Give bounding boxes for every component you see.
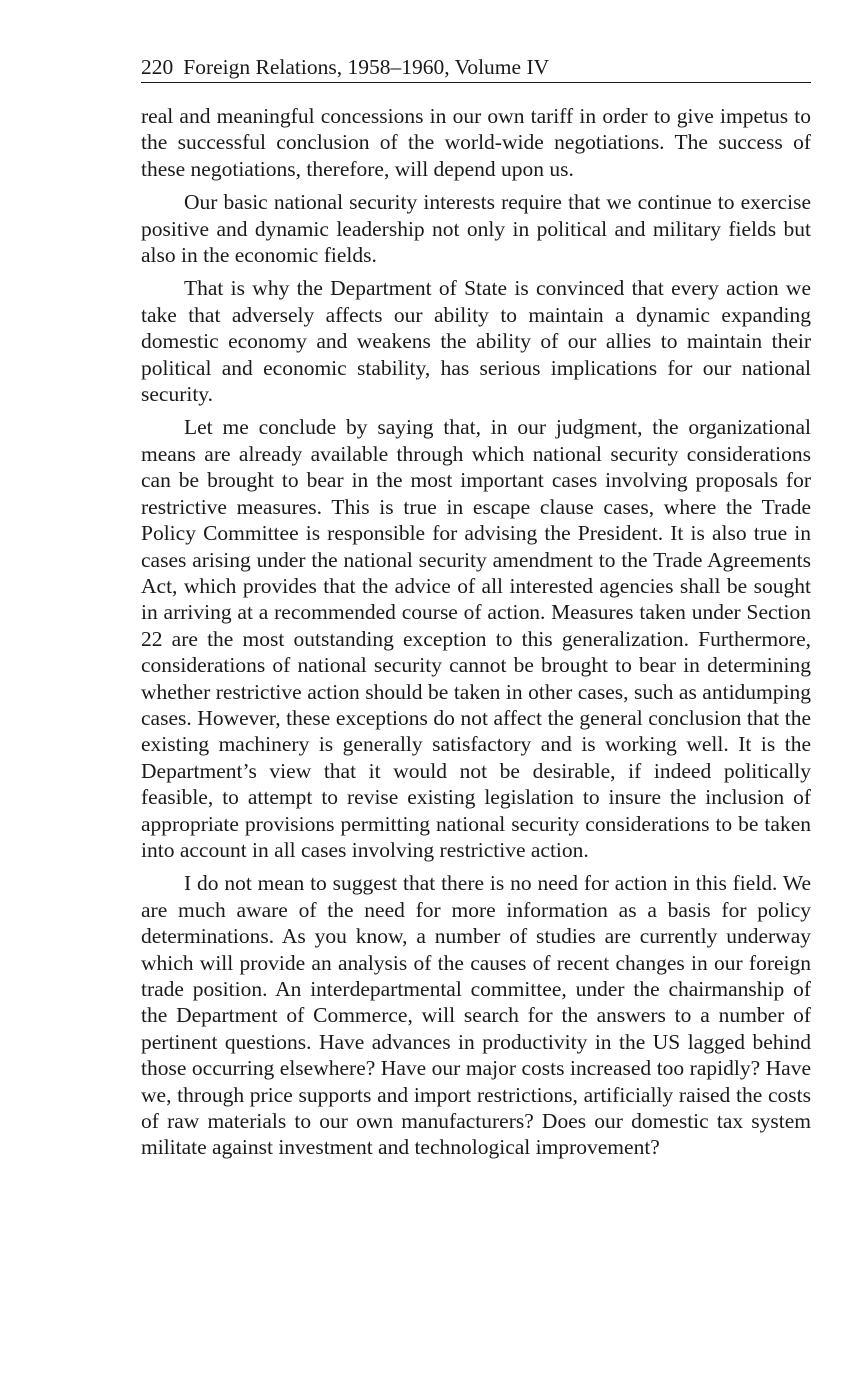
document-page — [141, 52, 811, 1168]
page-number: 220 — [141, 55, 174, 79]
paragraph-need-for-action: I do not mean to suggest that there is no need for action in this field. We are much aware of the need for more information as a basis for policy determinations. As you know, a number of studies are currently underway which will provide an analysis of the causes of recent changes in our foreign trade position. An interdepartmental committee, under the chairmanship of the Department of Commerce, will search for the answers to a number of pertinent questions. Have advances in productivity in the US lagged behind those occurring elsewhere? Have our major costs increased too rapidly? Have we, through price supports and import restrictions, artificially raised the costs of raw materials to our own manufacturers? Does our domestic tax system militate against investment and technological improvement? — [141, 871, 811, 1160]
running-header — [141, 52, 811, 83]
paragraph-conclusion: Let me conclude by saying that, in our judgment, the organizational means are already available through which national security considerations can be brought to bear in the most important cases involving proposals for restrictive measures. This is true in escape clause cases, where the Trade Policy Committee is responsible for advising the President. It is also true in cases arising under the national security amendment to the Trade Agreements Act, which provides that the advice of all interested agencies shall be sought in arriving at a recommended course of action. Measures taken under Section 22 are the most outstanding exception to this generalization. Furthermore, considerations of national security cannot be brought to bear in determining whether restrictive action should be taken in other cases, such as antidumping cases. However, these exceptions do not affect the general conclusion that the existing machinery is generally satisfactory and is working well. It is the Department’s view that it would not be desirable, if indeed politically feasible, to attempt to revise existing legislation to insure the inclusion of appropriate provisions permitting national security considerations to be taken into account in all cases involving restrictive action. — [141, 415, 811, 862]
paragraph-continued: real and meaningful concessions in our own tariff in order to give impetus to the successful conclusion of the world-wide negotiations. The success of these negotiations, therefore, will depend upon us. — [141, 104, 811, 181]
paragraph-security-interests: Our basic national security interests require that we continue to exercise positive and dynamic leadership not only in political and military fields but also in the economic fields. — [141, 190, 811, 268]
publication-title: Foreign Relations, 1958–1960, Volume IV — [183, 55, 550, 79]
paragraph-department-convinced: That is why the Department of State is convinced that every action we take that adversely affects our ability to maintain a dynamic expanding domestic economy and weakens the ability of our allies to maintain their political and economic stability, has serious implications for our national security. — [141, 276, 811, 407]
